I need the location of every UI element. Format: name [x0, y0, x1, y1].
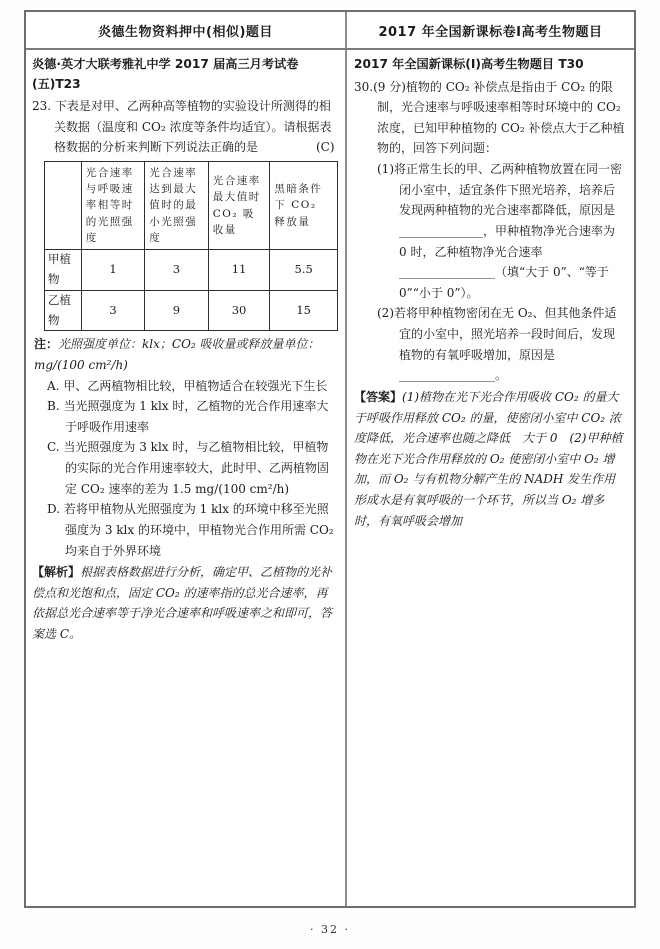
option-a: [32, 376, 338, 397]
question-30-part-1: [354, 159, 626, 303]
option-a-label: A.: [47, 378, 60, 393]
table-header-row: [26, 12, 634, 50]
note-text: 光照强度单位：klx；CO₂ 吸收量或释放量单位：mg/(100 cm²/h): [34, 337, 320, 372]
option-d-label: D.: [47, 502, 61, 517]
answer-text: (1)植物在光下光合作用吸收 CO₂ 的量大于呼吸作用释放 CO₂ 的量，使密闭小室中 CO₂ 浓度降低，光合速率也随之降低 大于 0 (2)甲种植物在光下光合作用释放的 O₂ 使密闭小室中 O₂ 增加，而 O₂ 与有机物分解产生的 NADH 发生作用形成水是有氧呼吸的一个环节，所以当 O₂ 增多时，有氧呼吸会增加: [354, 389, 623, 528]
table-note: [34, 334, 338, 375]
row-label-plant-b: 乙植物: [45, 290, 82, 331]
table-row: [45, 250, 338, 291]
option-d: [32, 499, 338, 561]
option-b-label: B.: [47, 399, 60, 414]
analysis-label: 【解析】: [32, 565, 81, 580]
analysis-text: 根据表格数据进行分析，确定甲、乙植物的光补偿点和光饱和点，固定 CO₂ 的速率指的总光合速率，再依据总光合速率等于净光合速率和呼吸速率之和即可，答案选 C。: [32, 565, 333, 642]
question-30-stem: [354, 77, 626, 160]
question-23-number: 23.: [32, 99, 52, 114]
table-corner-cell: [45, 161, 82, 249]
cell-value: 3: [145, 250, 208, 291]
question-23-stem: 23. 下表是对甲、乙两种高等植物的实验设计所测得的相关数据（温度和 CO₂ 浓度等条件均适宜）。请根据表格数据的分析来判断下列说法正确的是 (C): [32, 99, 335, 155]
option-c-text: 当光照强度为 3 klx 时，与乙植物相比较，甲植物的实际的光合作用速率较大，此时甲、乙两植物固定 CO₂ 速率的差为 1.5 mg/(100 cm²/h): [63, 440, 330, 496]
table-header: [45, 161, 338, 249]
option-d-text: 若将甲植物从光照强度为 1 klx 的环境中移至光照强度为 3 klx 的环境中，甲植物光合作用所需 CO₂ 均来自于外界环境: [63, 502, 334, 558]
cell-value: 30: [208, 290, 270, 331]
table-col-header-4: 黑暗条件下 CO₂ 释放量: [270, 161, 338, 249]
right-source-line: 2017 年全国新课标(Ⅰ)高考生物题目 T30: [354, 57, 584, 71]
part-1-label: (1): [377, 162, 394, 177]
question-30-number: 30.: [354, 79, 374, 94]
table-col-header-1: 光合速率与呼吸速率相等时的光照强度: [81, 161, 144, 249]
table-col-header-2: 光合速率达到最大值时的最小光照强度: [145, 161, 208, 249]
question-23-text: 下表是对甲、乙两种高等植物的实验设计所测得的相关数据（温度和 CO₂ 浓度等条件均适宜）。请根据表格数据的分析来判断下列说法正确的是: [54, 99, 332, 155]
option-c: [32, 437, 338, 499]
cell-value: 5.5: [270, 250, 338, 291]
page-number: · 32 ·: [310, 923, 350, 936]
header-left-title: 炎德生物资料押中(相似)题目: [26, 12, 347, 48]
content-row: [26, 50, 634, 906]
left-source-line: 炎德·英才大联考雅礼中学 2017 届高三月考试卷(五)T23: [32, 57, 299, 91]
row-label-plant-a: 甲植物: [45, 250, 82, 291]
part-2-label: (2): [377, 306, 394, 321]
option-b-text: 当光照强度为 1 klx 时，乙植物的光合作用速率大于呼吸作用速率: [63, 399, 329, 434]
option-a-text: 甲、乙两植物相比较，甲植物适合在较强光下生长: [63, 378, 328, 393]
option-b: [32, 396, 338, 437]
note-label: 注：: [34, 337, 59, 352]
answer-block: [354, 387, 626, 531]
option-c-label: C.: [47, 440, 60, 455]
part-1-text: 将正常生长的甲、乙两种植物放置在同一密闭小室中，适宜条件下照光培养，培养后发现两种植物的光合速率都降低，原因是______________，甲种植物净光合速率为 0 时，乙种植物净光合速率________________（填“大于 0”、“等于 0”“小于 0”）。: [394, 162, 623, 300]
cell-value: 15: [270, 290, 338, 331]
left-column: [26, 50, 347, 906]
answer-label: 【答案】: [354, 389, 403, 404]
table-row: [45, 290, 338, 331]
data-table: [44, 161, 338, 331]
part-2-text: 若将甲种植物密闭在无 O₂、但其他条件适宜的小室中，照光培养一段时间后，发现植物的有氧呼吸增加，原因是________________。: [394, 306, 617, 383]
cell-value: 1: [81, 250, 144, 291]
right-column: [347, 50, 634, 906]
exam-sheet: [24, 10, 636, 908]
cell-value: 3: [81, 290, 144, 331]
question-30-part-2: [354, 303, 626, 386]
cell-value: 9: [145, 290, 208, 331]
table-col-header-3: 光合速率最大值时CO₂ 吸收量: [208, 161, 270, 249]
header-right-title: 2017 年全国新课标卷Ⅰ高考生物题目: [378, 24, 603, 40]
analysis-block: [32, 562, 338, 645]
question-30-text: (9 分)植物的 CO₂ 补偿点是指由于 CO₂ 的限制，光合速率与呼吸速率相等时环境中的 CO₂ 浓度，已知甲种植物的 CO₂ 补偿点大于乙种植物的，回答下列问题：: [373, 79, 625, 156]
cell-value: 11: [208, 250, 270, 291]
